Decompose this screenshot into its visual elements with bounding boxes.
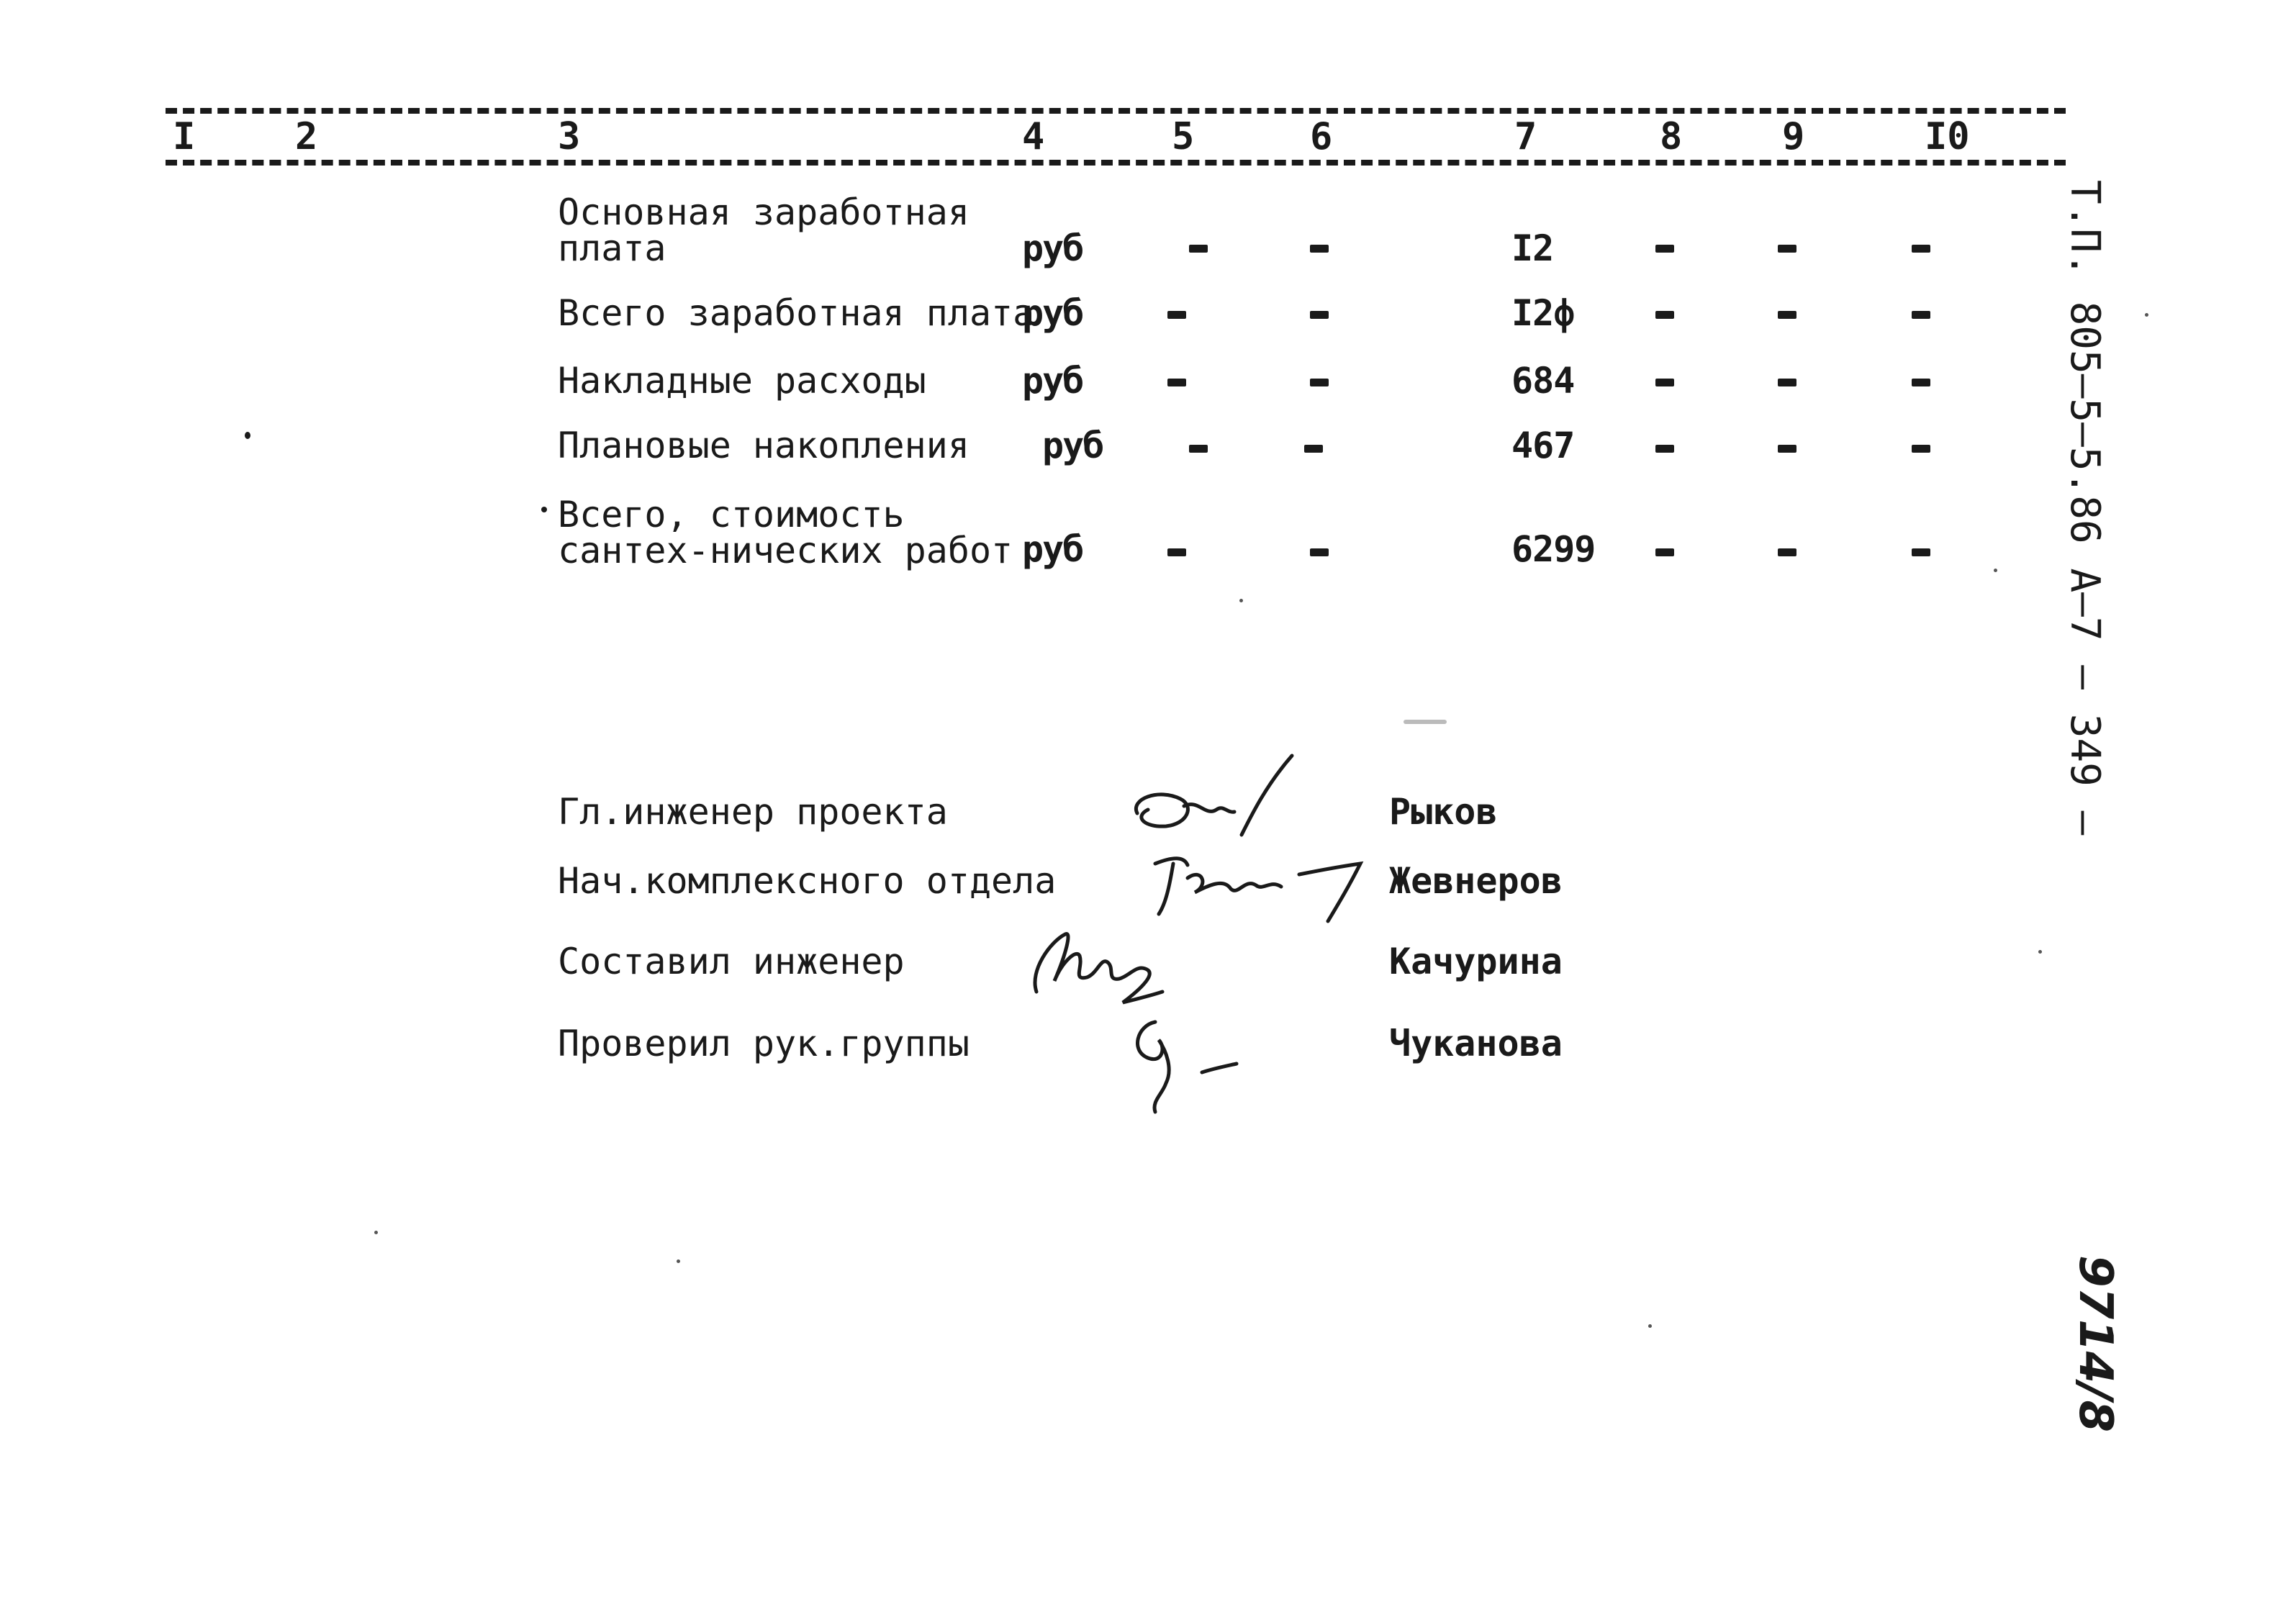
row-4-col10-dash bbox=[1912, 445, 1930, 453]
row-2-description: Всего заработная плата bbox=[558, 292, 1035, 334]
column-number-9: 9 bbox=[1782, 115, 1805, 158]
column-number-6: 6 bbox=[1310, 115, 1333, 158]
signature-title-4: Проверил рук.группы bbox=[558, 1023, 970, 1064]
row-5-col6-dash bbox=[1310, 548, 1329, 556]
row-2-unit: руб bbox=[1022, 292, 1083, 334]
row-3-unit: руб bbox=[1022, 360, 1083, 402]
row-3-col9-dash bbox=[1778, 379, 1796, 386]
column-number-4: 4 bbox=[1022, 115, 1045, 158]
row-5-col5-dash bbox=[1167, 548, 1186, 556]
row-3-col7-value: 684 bbox=[1511, 360, 1575, 402]
row-4-col6-dash bbox=[1304, 445, 1323, 453]
row-3-col10-dash bbox=[1912, 379, 1930, 386]
column-number-1: I bbox=[173, 115, 196, 158]
scan-speck bbox=[374, 1231, 378, 1234]
row-3-col6-dash bbox=[1310, 379, 1329, 386]
row-2-col9-dash bbox=[1778, 311, 1796, 319]
row-4-description: Плановые накопления bbox=[558, 425, 970, 466]
signature-title-2: Нач.комплексного отдела bbox=[558, 860, 1057, 902]
column-number-10: I0 bbox=[1925, 115, 1970, 158]
scan-speck bbox=[2038, 950, 2042, 954]
row-2-col5-dash bbox=[1167, 311, 1186, 319]
scan-speck bbox=[1648, 1324, 1652, 1328]
row-3-col5-dash bbox=[1167, 379, 1186, 386]
row-5-unit: руб bbox=[1022, 528, 1083, 570]
signature-title-3: Составил инженер bbox=[558, 941, 905, 982]
column-number-3: 3 bbox=[558, 115, 581, 158]
row-5-col7-value: 6299 bbox=[1511, 528, 1596, 570]
row-2-col7-value: I2ф bbox=[1511, 292, 1575, 334]
signature-name-3: Качурина bbox=[1389, 941, 1563, 982]
column-number-2: 2 bbox=[295, 115, 318, 158]
row-4-col7-value: 467 bbox=[1511, 425, 1575, 466]
row-5-col8-dash bbox=[1655, 548, 1674, 556]
column-number-5: 5 bbox=[1172, 115, 1195, 158]
row-4-col9-dash bbox=[1778, 445, 1796, 453]
row-2-col6-dash bbox=[1310, 311, 1329, 319]
scan-speck bbox=[245, 432, 250, 439]
row-1-col7-value: I2 bbox=[1511, 227, 1554, 269]
archive-number-stamp: 9714/8 bbox=[2069, 1255, 2122, 1433]
handwritten-signature-3 bbox=[1022, 913, 1173, 1021]
row-5-col10-dash bbox=[1912, 548, 1930, 556]
row-1-col10-dash bbox=[1912, 245, 1930, 253]
row-2-col10-dash bbox=[1912, 311, 1930, 319]
column-number-8: 8 bbox=[1660, 115, 1683, 158]
scan-speck bbox=[541, 507, 547, 512]
row-1-col9-dash bbox=[1778, 245, 1796, 253]
scan-speck bbox=[1994, 569, 1997, 572]
row-4-unit: руб bbox=[1042, 425, 1103, 466]
row-1-col8-dash bbox=[1655, 245, 1674, 253]
row-1-description: Основная заработная плата bbox=[558, 191, 970, 269]
column-number-7: 7 bbox=[1514, 115, 1537, 158]
scan-speck bbox=[1239, 599, 1243, 602]
row-1-unit: руб bbox=[1022, 227, 1083, 269]
signature-name-4: Чуканова bbox=[1389, 1023, 1563, 1064]
scan-speck bbox=[1404, 720, 1447, 724]
signature-title-1: Гл.инженер проекта bbox=[558, 791, 948, 833]
handwritten-signature-4 bbox=[1123, 1008, 1260, 1116]
header-top-rule bbox=[166, 108, 2066, 114]
row-4-col5-dash bbox=[1189, 445, 1208, 453]
row-1-col6-dash bbox=[1310, 245, 1329, 253]
row-5-col9-dash bbox=[1778, 548, 1796, 556]
row-3-description: Накладные расходы bbox=[558, 360, 926, 402]
row-1-col5-dash bbox=[1189, 245, 1208, 253]
document-code-vertical: Т.П. 805–5–5.86 А–7 – 349 – bbox=[2061, 180, 2108, 836]
header-bottom-rule bbox=[166, 160, 2066, 166]
signature-name-2: Жевнеров bbox=[1389, 860, 1563, 902]
row-5-description: Всего, стоимость сантех-нических работ bbox=[558, 494, 1013, 571]
row-2-col8-dash bbox=[1655, 311, 1674, 319]
row-3-col8-dash bbox=[1655, 379, 1674, 386]
scan-speck bbox=[2145, 313, 2148, 317]
scan-speck bbox=[677, 1259, 680, 1263]
signature-name-1: Рыков bbox=[1389, 791, 1498, 833]
row-4-col8-dash bbox=[1655, 445, 1674, 453]
handwritten-signature-2 bbox=[1144, 835, 1375, 936]
handwritten-signature-1 bbox=[1116, 748, 1317, 849]
